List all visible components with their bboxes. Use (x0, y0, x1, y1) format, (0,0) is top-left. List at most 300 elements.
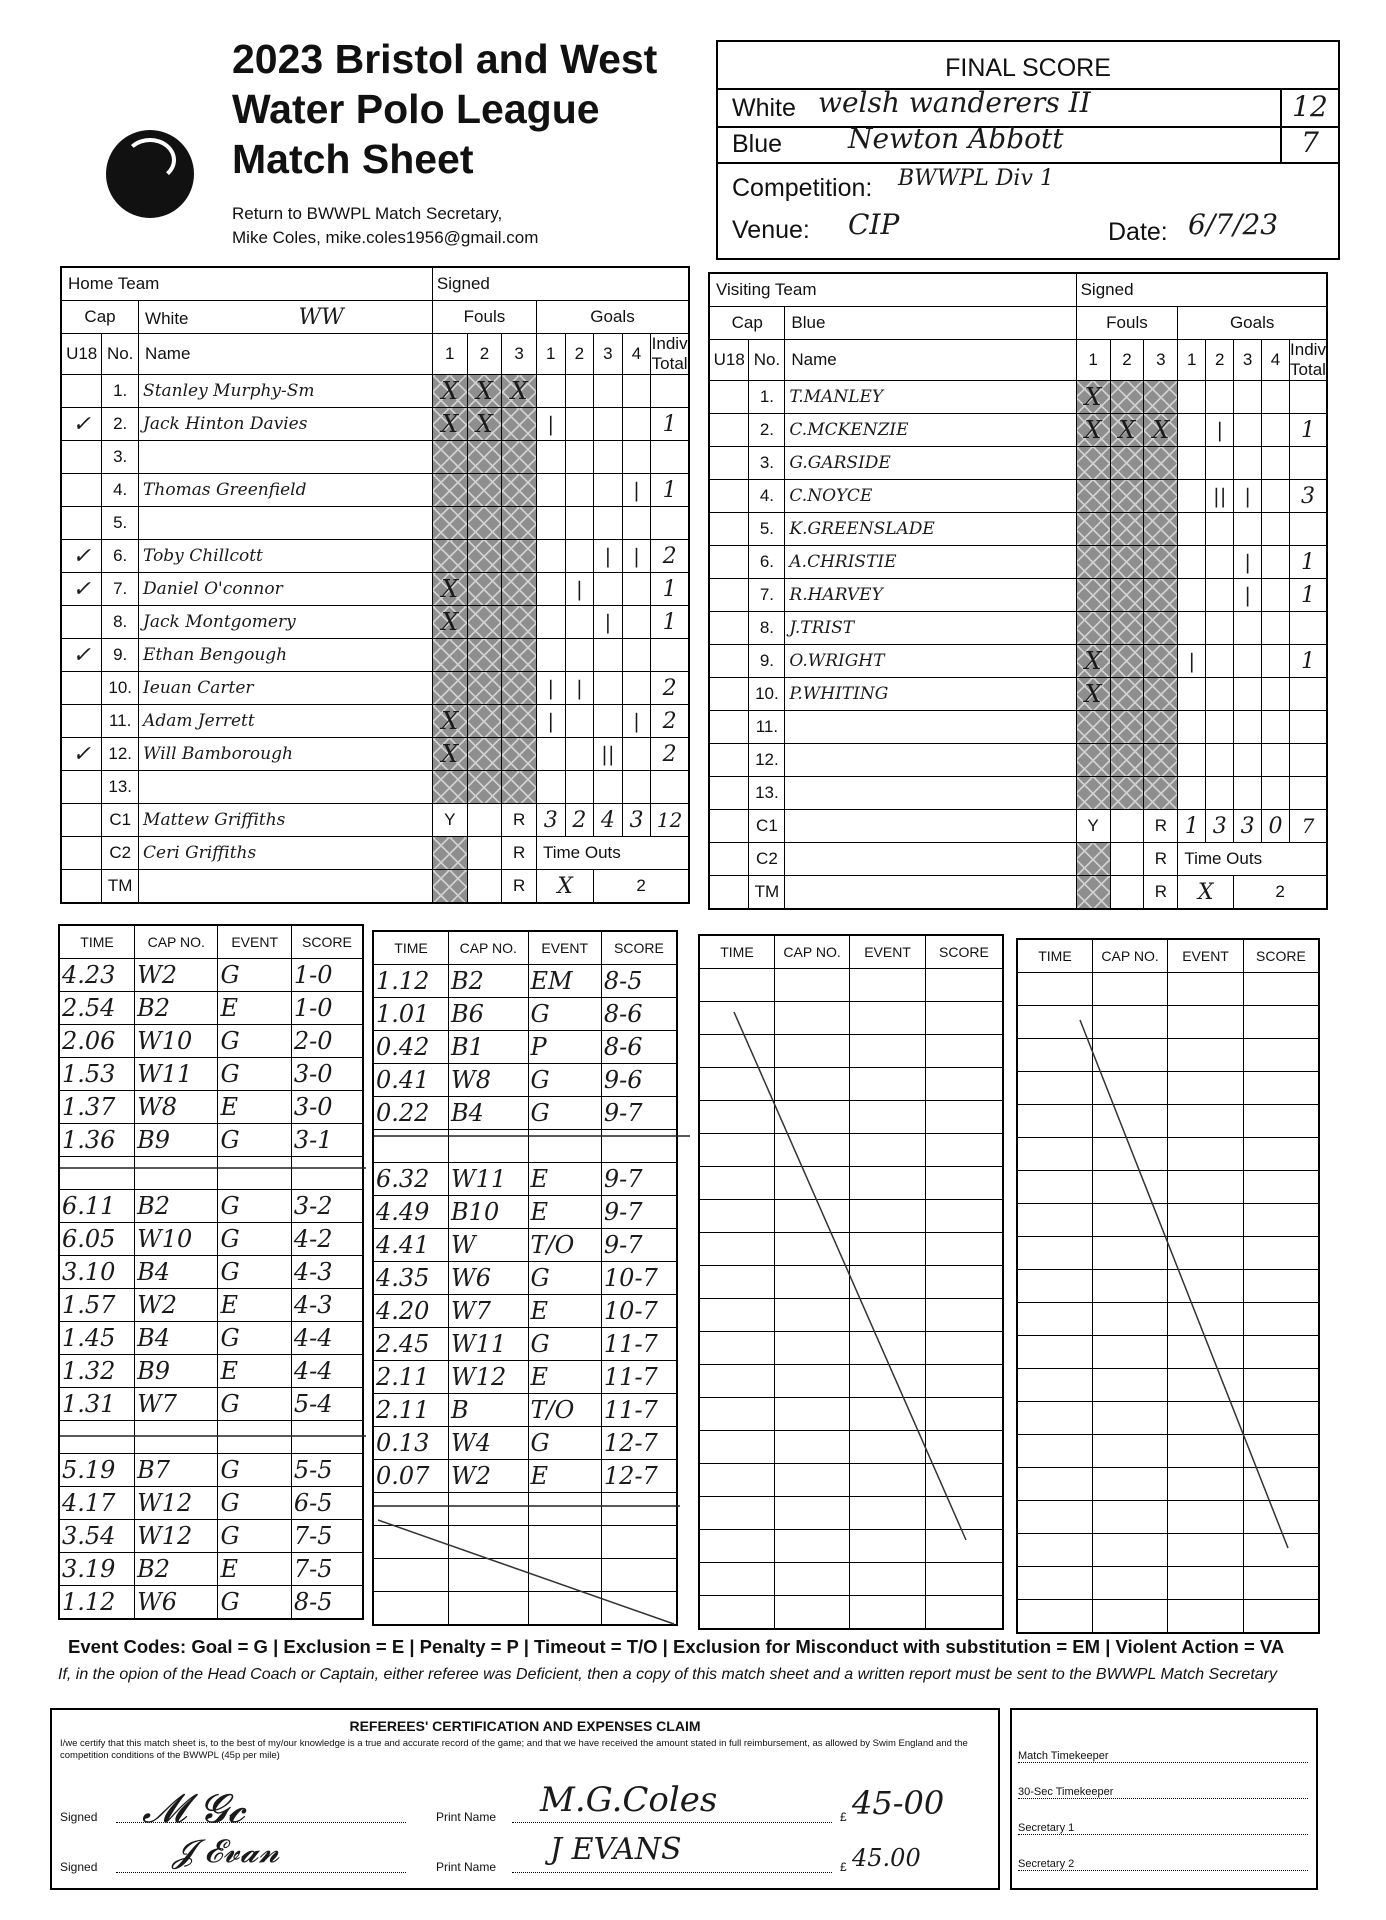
event-code[interactable]: E (528, 1460, 601, 1493)
foul-cell[interactable] (1110, 447, 1144, 480)
event-time[interactable]: 1.53 (59, 1058, 135, 1091)
event-time[interactable] (699, 1530, 774, 1563)
foul-cell[interactable] (467, 474, 502, 507)
foul-cell[interactable] (502, 639, 537, 672)
event-code[interactable] (850, 1530, 926, 1563)
goal-cell[interactable] (1234, 381, 1262, 414)
event-cap-number[interactable] (1092, 1369, 1167, 1402)
event-time[interactable] (699, 1431, 774, 1464)
foul-cell[interactable]: X (1076, 381, 1110, 414)
goal-cell[interactable] (1178, 447, 1206, 480)
goal-cell[interactable] (536, 375, 565, 408)
player-name[interactable]: O.WRIGHT (785, 645, 1076, 678)
goal-cell[interactable] (1206, 711, 1234, 744)
goal-cell[interactable]: || (594, 738, 623, 771)
competition-value[interactable]: BWWPL Div 1 (898, 166, 1054, 191)
event-code[interactable] (1168, 1204, 1244, 1237)
event-time[interactable]: 2.54 (59, 992, 135, 1025)
goal-cell[interactable] (622, 441, 651, 474)
u18-tick[interactable] (61, 705, 102, 738)
goal-cell[interactable] (565, 639, 594, 672)
goal-cell[interactable] (1262, 381, 1290, 414)
foul-cell[interactable] (432, 771, 467, 804)
event-score[interactable]: 10-7 (601, 1295, 677, 1328)
goal-cell[interactable] (622, 738, 651, 771)
event-time[interactable] (1017, 1204, 1092, 1237)
event-time[interactable]: 0.41 (373, 1064, 449, 1097)
event-code[interactable] (528, 1493, 601, 1526)
event-cap-number[interactable] (449, 1526, 528, 1559)
event-code[interactable] (1168, 973, 1244, 1006)
goal-cell[interactable] (1178, 711, 1206, 744)
visiting-quarter-score[interactable]: 0 (1262, 810, 1290, 843)
foul-cell[interactable]: X (432, 705, 467, 738)
event-score[interactable]: 3-2 (291, 1190, 363, 1223)
event-cap-number[interactable] (449, 1592, 528, 1626)
foul-cell[interactable] (1144, 645, 1178, 678)
event-score[interactable] (925, 1299, 1003, 1332)
foul-cell[interactable] (502, 705, 537, 738)
event-cap-number[interactable]: W12 (449, 1361, 528, 1394)
foul-cell[interactable] (467, 573, 502, 606)
foul-cell[interactable] (1144, 480, 1178, 513)
event-score[interactable] (925, 1200, 1003, 1233)
event-code[interactable]: E (528, 1196, 601, 1229)
foul-cell[interactable] (1144, 711, 1178, 744)
home-quarter-score[interactable]: 2 (565, 804, 594, 837)
foul-cell[interactable]: X (432, 408, 467, 441)
foul-cell[interactable]: X (1076, 678, 1110, 711)
foul-cell[interactable] (502, 474, 537, 507)
player-name[interactable] (785, 744, 1076, 777)
event-time[interactable]: 1.45 (59, 1322, 135, 1355)
indiv-total[interactable]: 2 (651, 738, 689, 771)
event-code[interactable] (1168, 1468, 1244, 1501)
event-code[interactable]: G (528, 1328, 601, 1361)
goal-cell[interactable] (536, 474, 565, 507)
event-score[interactable]: 2-0 (291, 1025, 363, 1058)
home-quarter-score[interactable]: 4 (594, 804, 623, 837)
event-cap-number[interactable] (1092, 1006, 1167, 1039)
event-time[interactable] (1017, 1567, 1092, 1600)
event-time[interactable]: 4.49 (373, 1196, 449, 1229)
event-time[interactable] (1017, 1303, 1092, 1336)
goal-cell[interactable] (1206, 579, 1234, 612)
event-code[interactable]: E (218, 1355, 291, 1388)
goal-cell[interactable] (1262, 645, 1290, 678)
goal-cell[interactable] (1234, 678, 1262, 711)
indiv-total[interactable]: 1 (1290, 579, 1328, 612)
event-time[interactable]: 6.32 (373, 1163, 449, 1196)
goal-cell[interactable] (1234, 777, 1262, 810)
visiting-quarter-score[interactable]: 1 (1178, 810, 1206, 843)
event-time[interactable] (1017, 1468, 1092, 1501)
event-code[interactable]: P (528, 1031, 601, 1064)
foul-cell[interactable]: X (467, 375, 502, 408)
event-cap-number[interactable] (449, 1130, 528, 1163)
event-time[interactable] (373, 1592, 449, 1626)
event-score[interactable] (601, 1559, 677, 1592)
event-cap-number[interactable]: B2 (135, 1553, 218, 1586)
indiv-total[interactable] (1290, 447, 1328, 480)
event-score[interactable]: 11-7 (601, 1361, 677, 1394)
event-cap-number[interactable] (774, 1002, 849, 1035)
u18-tick[interactable] (709, 381, 749, 414)
event-cap-number[interactable]: W10 (135, 1025, 218, 1058)
event-cap-number[interactable]: B4 (135, 1322, 218, 1355)
event-time[interactable] (1017, 1534, 1092, 1567)
foul-cell[interactable] (432, 540, 467, 573)
event-score[interactable] (1243, 1204, 1319, 1237)
indiv-total[interactable]: 2 (651, 672, 689, 705)
event-cap-number[interactable] (1092, 1105, 1167, 1138)
event-code[interactable]: E (218, 1289, 291, 1322)
goal-cell[interactable] (1234, 645, 1262, 678)
ref1-print-name[interactable]: M.G.Coles (540, 1780, 718, 1820)
goal-cell[interactable] (622, 771, 651, 804)
event-time[interactable]: 0.07 (373, 1460, 449, 1493)
goal-cell[interactable] (1206, 546, 1234, 579)
event-cap-number[interactable]: B9 (135, 1355, 218, 1388)
event-cap-number[interactable]: B2 (135, 1190, 218, 1223)
event-cap-number[interactable]: B2 (135, 992, 218, 1025)
event-code[interactable]: G (218, 1256, 291, 1289)
event-cap-number[interactable]: W8 (135, 1091, 218, 1124)
event-score[interactable] (1243, 1369, 1319, 1402)
goal-cell[interactable]: || (1206, 480, 1234, 513)
event-score[interactable]: 12-7 (601, 1460, 677, 1493)
event-code[interactable]: G (218, 1322, 291, 1355)
player-name[interactable]: C.NOYCE (785, 480, 1076, 513)
event-cap-number[interactable] (449, 1493, 528, 1526)
event-cap-number[interactable]: B1 (449, 1031, 528, 1064)
event-score[interactable]: 11-7 (601, 1394, 677, 1427)
event-score[interactable] (291, 1421, 363, 1454)
event-code[interactable] (850, 1068, 926, 1101)
visiting-c2-name[interactable] (785, 843, 1076, 876)
goal-cell[interactable] (536, 639, 565, 672)
goal-cell[interactable] (1234, 711, 1262, 744)
event-code[interactable]: G (528, 1097, 601, 1130)
goal-cell[interactable] (1206, 381, 1234, 414)
u18-tick[interactable] (61, 606, 102, 639)
goal-cell[interactable] (1262, 579, 1290, 612)
goal-cell[interactable]: | (1234, 480, 1262, 513)
event-score[interactable] (1243, 1138, 1319, 1171)
home-quarter-score[interactable]: 3 (536, 804, 565, 837)
foul-cell[interactable] (1144, 612, 1178, 645)
event-cap-number[interactable]: W8 (449, 1064, 528, 1097)
event-cap-number[interactable] (774, 1563, 849, 1596)
event-code[interactable]: G (218, 1025, 291, 1058)
foul-cell[interactable] (1110, 612, 1144, 645)
event-cap-number[interactable] (1092, 1567, 1167, 1600)
event-cap-number[interactable]: W12 (135, 1487, 218, 1520)
indiv-total[interactable] (1290, 612, 1328, 645)
event-score[interactable]: 3-0 (291, 1058, 363, 1091)
indiv-total[interactable]: 1 (651, 474, 689, 507)
event-code[interactable]: T/O (528, 1229, 601, 1262)
indiv-total[interactable]: 1 (651, 606, 689, 639)
event-cap-number[interactable] (1092, 1204, 1167, 1237)
visiting-quarter-score[interactable]: 3 (1206, 810, 1234, 843)
foul-cell[interactable] (1144, 579, 1178, 612)
event-cap-number[interactable]: W2 (135, 959, 218, 992)
event-cap-number[interactable]: W12 (135, 1520, 218, 1553)
event-code[interactable] (850, 1365, 926, 1398)
player-name[interactable]: Jack Montgomery (139, 606, 433, 639)
event-time[interactable]: 0.42 (373, 1031, 449, 1064)
event-score[interactable]: 5-5 (291, 1454, 363, 1487)
indiv-total[interactable]: 1 (1290, 645, 1328, 678)
u18-tick[interactable] (709, 579, 749, 612)
event-code[interactable]: G (218, 1058, 291, 1091)
event-code[interactable] (1168, 1171, 1244, 1204)
event-code[interactable] (850, 1563, 926, 1596)
event-time[interactable] (699, 1464, 774, 1497)
event-score[interactable] (1243, 1600, 1319, 1634)
event-cap-number[interactable]: B7 (135, 1454, 218, 1487)
indiv-total[interactable] (1290, 513, 1328, 546)
player-name[interactable]: Daniel O'connor (139, 573, 433, 606)
foul-cell[interactable] (1144, 777, 1178, 810)
goal-cell[interactable]: | (622, 474, 651, 507)
event-score[interactable] (601, 1526, 677, 1559)
indiv-total[interactable] (1290, 678, 1328, 711)
event-cap-number[interactable]: B4 (449, 1097, 528, 1130)
event-time[interactable] (699, 1002, 774, 1035)
goal-cell[interactable] (536, 771, 565, 804)
goal-cell[interactable] (1178, 744, 1206, 777)
event-cap-number[interactable]: B2 (449, 965, 528, 998)
event-time[interactable]: 0.22 (373, 1097, 449, 1130)
event-score[interactable] (925, 1398, 1003, 1431)
event-cap-number[interactable] (774, 1068, 849, 1101)
goal-cell[interactable] (536, 540, 565, 573)
goal-cell[interactable] (565, 540, 594, 573)
goal-cell[interactable]: | (622, 540, 651, 573)
event-code[interactable]: G (528, 998, 601, 1031)
event-score[interactable] (925, 1233, 1003, 1266)
event-time[interactable]: 0.13 (373, 1427, 449, 1460)
event-cap-number[interactable]: B10 (449, 1196, 528, 1229)
event-score[interactable]: 9-7 (601, 1229, 677, 1262)
goal-cell[interactable] (594, 441, 623, 474)
event-time[interactable]: 4.35 (373, 1262, 449, 1295)
goal-cell[interactable] (1178, 480, 1206, 513)
event-time[interactable] (1017, 1270, 1092, 1303)
indiv-total[interactable] (651, 507, 689, 540)
goal-cell[interactable]: | (622, 705, 651, 738)
event-cap-number[interactable]: W7 (449, 1295, 528, 1328)
goal-cell[interactable] (594, 672, 623, 705)
foul-cell[interactable]: X (1144, 414, 1178, 447)
u18-tick[interactable] (61, 672, 102, 705)
u18-tick[interactable] (61, 771, 102, 804)
u18-tick[interactable]: ✓ (61, 738, 102, 771)
event-code[interactable]: G (218, 959, 291, 992)
goal-cell[interactable] (536, 738, 565, 771)
event-cap-number[interactable]: W6 (449, 1262, 528, 1295)
event-time[interactable]: 1.37 (59, 1091, 135, 1124)
indiv-total[interactable] (1290, 381, 1328, 414)
event-time[interactable]: 1.31 (59, 1388, 135, 1421)
event-score[interactable] (1243, 1171, 1319, 1204)
event-code[interactable]: G (218, 1586, 291, 1620)
goal-cell[interactable] (622, 606, 651, 639)
date-value[interactable]: 6/7/23 (1188, 208, 1279, 241)
foul-cell[interactable] (467, 540, 502, 573)
event-cap-number[interactable]: W11 (449, 1163, 528, 1196)
event-cap-number[interactable]: W2 (135, 1289, 218, 1322)
goal-cell[interactable]: | (594, 540, 623, 573)
player-name[interactable]: Toby Chillcott (139, 540, 433, 573)
goal-cell[interactable] (1234, 744, 1262, 777)
indiv-total[interactable]: 2 (651, 540, 689, 573)
event-code[interactable] (1168, 1270, 1244, 1303)
goal-cell[interactable] (1262, 414, 1290, 447)
foul-cell[interactable] (502, 573, 537, 606)
goal-cell[interactable] (1206, 777, 1234, 810)
event-time[interactable] (1017, 1501, 1092, 1534)
goal-cell[interactable] (622, 672, 651, 705)
goal-cell[interactable] (594, 408, 623, 441)
event-time[interactable] (59, 1157, 135, 1190)
event-time[interactable] (373, 1559, 449, 1592)
ref1-amount[interactable]: 45-00 (852, 1784, 945, 1822)
event-cap-number[interactable] (774, 1101, 849, 1134)
event-cap-number[interactable]: W10 (135, 1223, 218, 1256)
u18-tick[interactable] (709, 711, 749, 744)
event-score[interactable] (1243, 1468, 1319, 1501)
foul-cell[interactable] (1144, 381, 1178, 414)
goal-cell[interactable] (594, 474, 623, 507)
event-time[interactable]: 6.11 (59, 1190, 135, 1223)
goal-cell[interactable]: | (565, 672, 594, 705)
event-score[interactable]: 7-5 (291, 1520, 363, 1553)
foul-cell[interactable] (1110, 546, 1144, 579)
visiting-quarter-score[interactable]: 3 (1234, 810, 1262, 843)
event-cap-number[interactable] (774, 1431, 849, 1464)
event-cap-number[interactable] (1092, 1534, 1167, 1567)
player-name[interactable]: A.CHRISTIE (785, 546, 1076, 579)
event-score[interactable]: 5-4 (291, 1388, 363, 1421)
event-cap-number[interactable] (774, 1233, 849, 1266)
player-name[interactable] (785, 777, 1076, 810)
goal-cell[interactable] (1234, 612, 1262, 645)
goal-cell[interactable] (1262, 513, 1290, 546)
indiv-total[interactable] (1290, 711, 1328, 744)
event-code[interactable] (1168, 1303, 1244, 1336)
event-time[interactable] (1017, 973, 1092, 1006)
u18-tick[interactable] (709, 612, 749, 645)
event-time[interactable] (1017, 1369, 1092, 1402)
event-time[interactable] (373, 1130, 449, 1163)
event-score[interactable] (925, 1167, 1003, 1200)
event-code[interactable] (1168, 1336, 1244, 1369)
event-code[interactable] (1168, 1501, 1244, 1534)
goal-cell[interactable]: | (594, 606, 623, 639)
foul-cell[interactable] (502, 441, 537, 474)
event-cap-number[interactable] (1092, 1402, 1167, 1435)
event-cap-number[interactable] (135, 1157, 218, 1190)
goal-cell[interactable] (622, 639, 651, 672)
foul-cell[interactable] (1076, 579, 1110, 612)
event-code[interactable] (850, 1596, 926, 1630)
event-code[interactable] (850, 1002, 926, 1035)
visiting-total-score[interactable]: 7 (1290, 810, 1328, 843)
foul-cell[interactable]: X (1076, 414, 1110, 447)
indiv-total[interactable] (651, 639, 689, 672)
event-cap-number[interactable] (1092, 1501, 1167, 1534)
event-cap-number[interactable] (1092, 1435, 1167, 1468)
event-time[interactable] (699, 1497, 774, 1530)
event-score[interactable] (601, 1592, 677, 1626)
foul-cell[interactable] (502, 606, 537, 639)
goal-cell[interactable] (622, 375, 651, 408)
event-score[interactable] (1243, 973, 1319, 1006)
goal-cell[interactable] (565, 771, 594, 804)
foul-cell[interactable] (467, 738, 502, 771)
u18-tick[interactable]: ✓ (61, 639, 102, 672)
goal-cell[interactable] (1262, 777, 1290, 810)
goal-cell[interactable] (1262, 612, 1290, 645)
event-score[interactable] (601, 1130, 677, 1163)
event-score[interactable] (1243, 1435, 1319, 1468)
event-score[interactable] (1243, 1237, 1319, 1270)
event-time[interactable] (1017, 1138, 1092, 1171)
event-time[interactable] (1017, 1600, 1092, 1634)
event-time[interactable] (373, 1493, 449, 1526)
event-code[interactable] (850, 969, 926, 1002)
blue-final-score[interactable]: 7 (1280, 126, 1338, 162)
u18-tick[interactable] (709, 513, 749, 546)
event-score[interactable] (1243, 1006, 1319, 1039)
event-cap-number[interactable] (774, 1299, 849, 1332)
indiv-total[interactable] (651, 771, 689, 804)
event-cap-number[interactable] (774, 1266, 849, 1299)
event-time[interactable]: 2.45 (373, 1328, 449, 1361)
event-score[interactable]: 1-0 (291, 992, 363, 1025)
event-code[interactable]: G (218, 1223, 291, 1256)
goal-cell[interactable] (565, 705, 594, 738)
event-score[interactable]: 7-5 (291, 1553, 363, 1586)
event-cap-number[interactable]: B9 (135, 1124, 218, 1157)
foul-cell[interactable] (432, 441, 467, 474)
event-score[interactable] (925, 1431, 1003, 1464)
goal-cell[interactable] (1234, 513, 1262, 546)
indiv-total[interactable] (651, 441, 689, 474)
event-code[interactable] (1168, 1402, 1244, 1435)
goal-cell[interactable] (594, 639, 623, 672)
event-time[interactable] (699, 1233, 774, 1266)
visiting-timeout-1[interactable]: X (1178, 876, 1234, 910)
event-cap-number[interactable]: B4 (135, 1256, 218, 1289)
event-score[interactable]: 4-3 (291, 1256, 363, 1289)
u18-tick[interactable] (709, 414, 749, 447)
event-time[interactable] (699, 1101, 774, 1134)
event-cap-number[interactable] (449, 1559, 528, 1592)
event-cap-number[interactable] (1092, 1303, 1167, 1336)
event-time[interactable]: 4.41 (373, 1229, 449, 1262)
event-time[interactable] (699, 1563, 774, 1596)
event-code[interactable]: E (528, 1295, 601, 1328)
event-cap-number[interactable]: W2 (449, 1460, 528, 1493)
event-score[interactable] (1243, 1303, 1319, 1336)
event-time[interactable] (1017, 1336, 1092, 1369)
event-code[interactable] (218, 1421, 291, 1454)
event-code[interactable] (850, 1431, 926, 1464)
